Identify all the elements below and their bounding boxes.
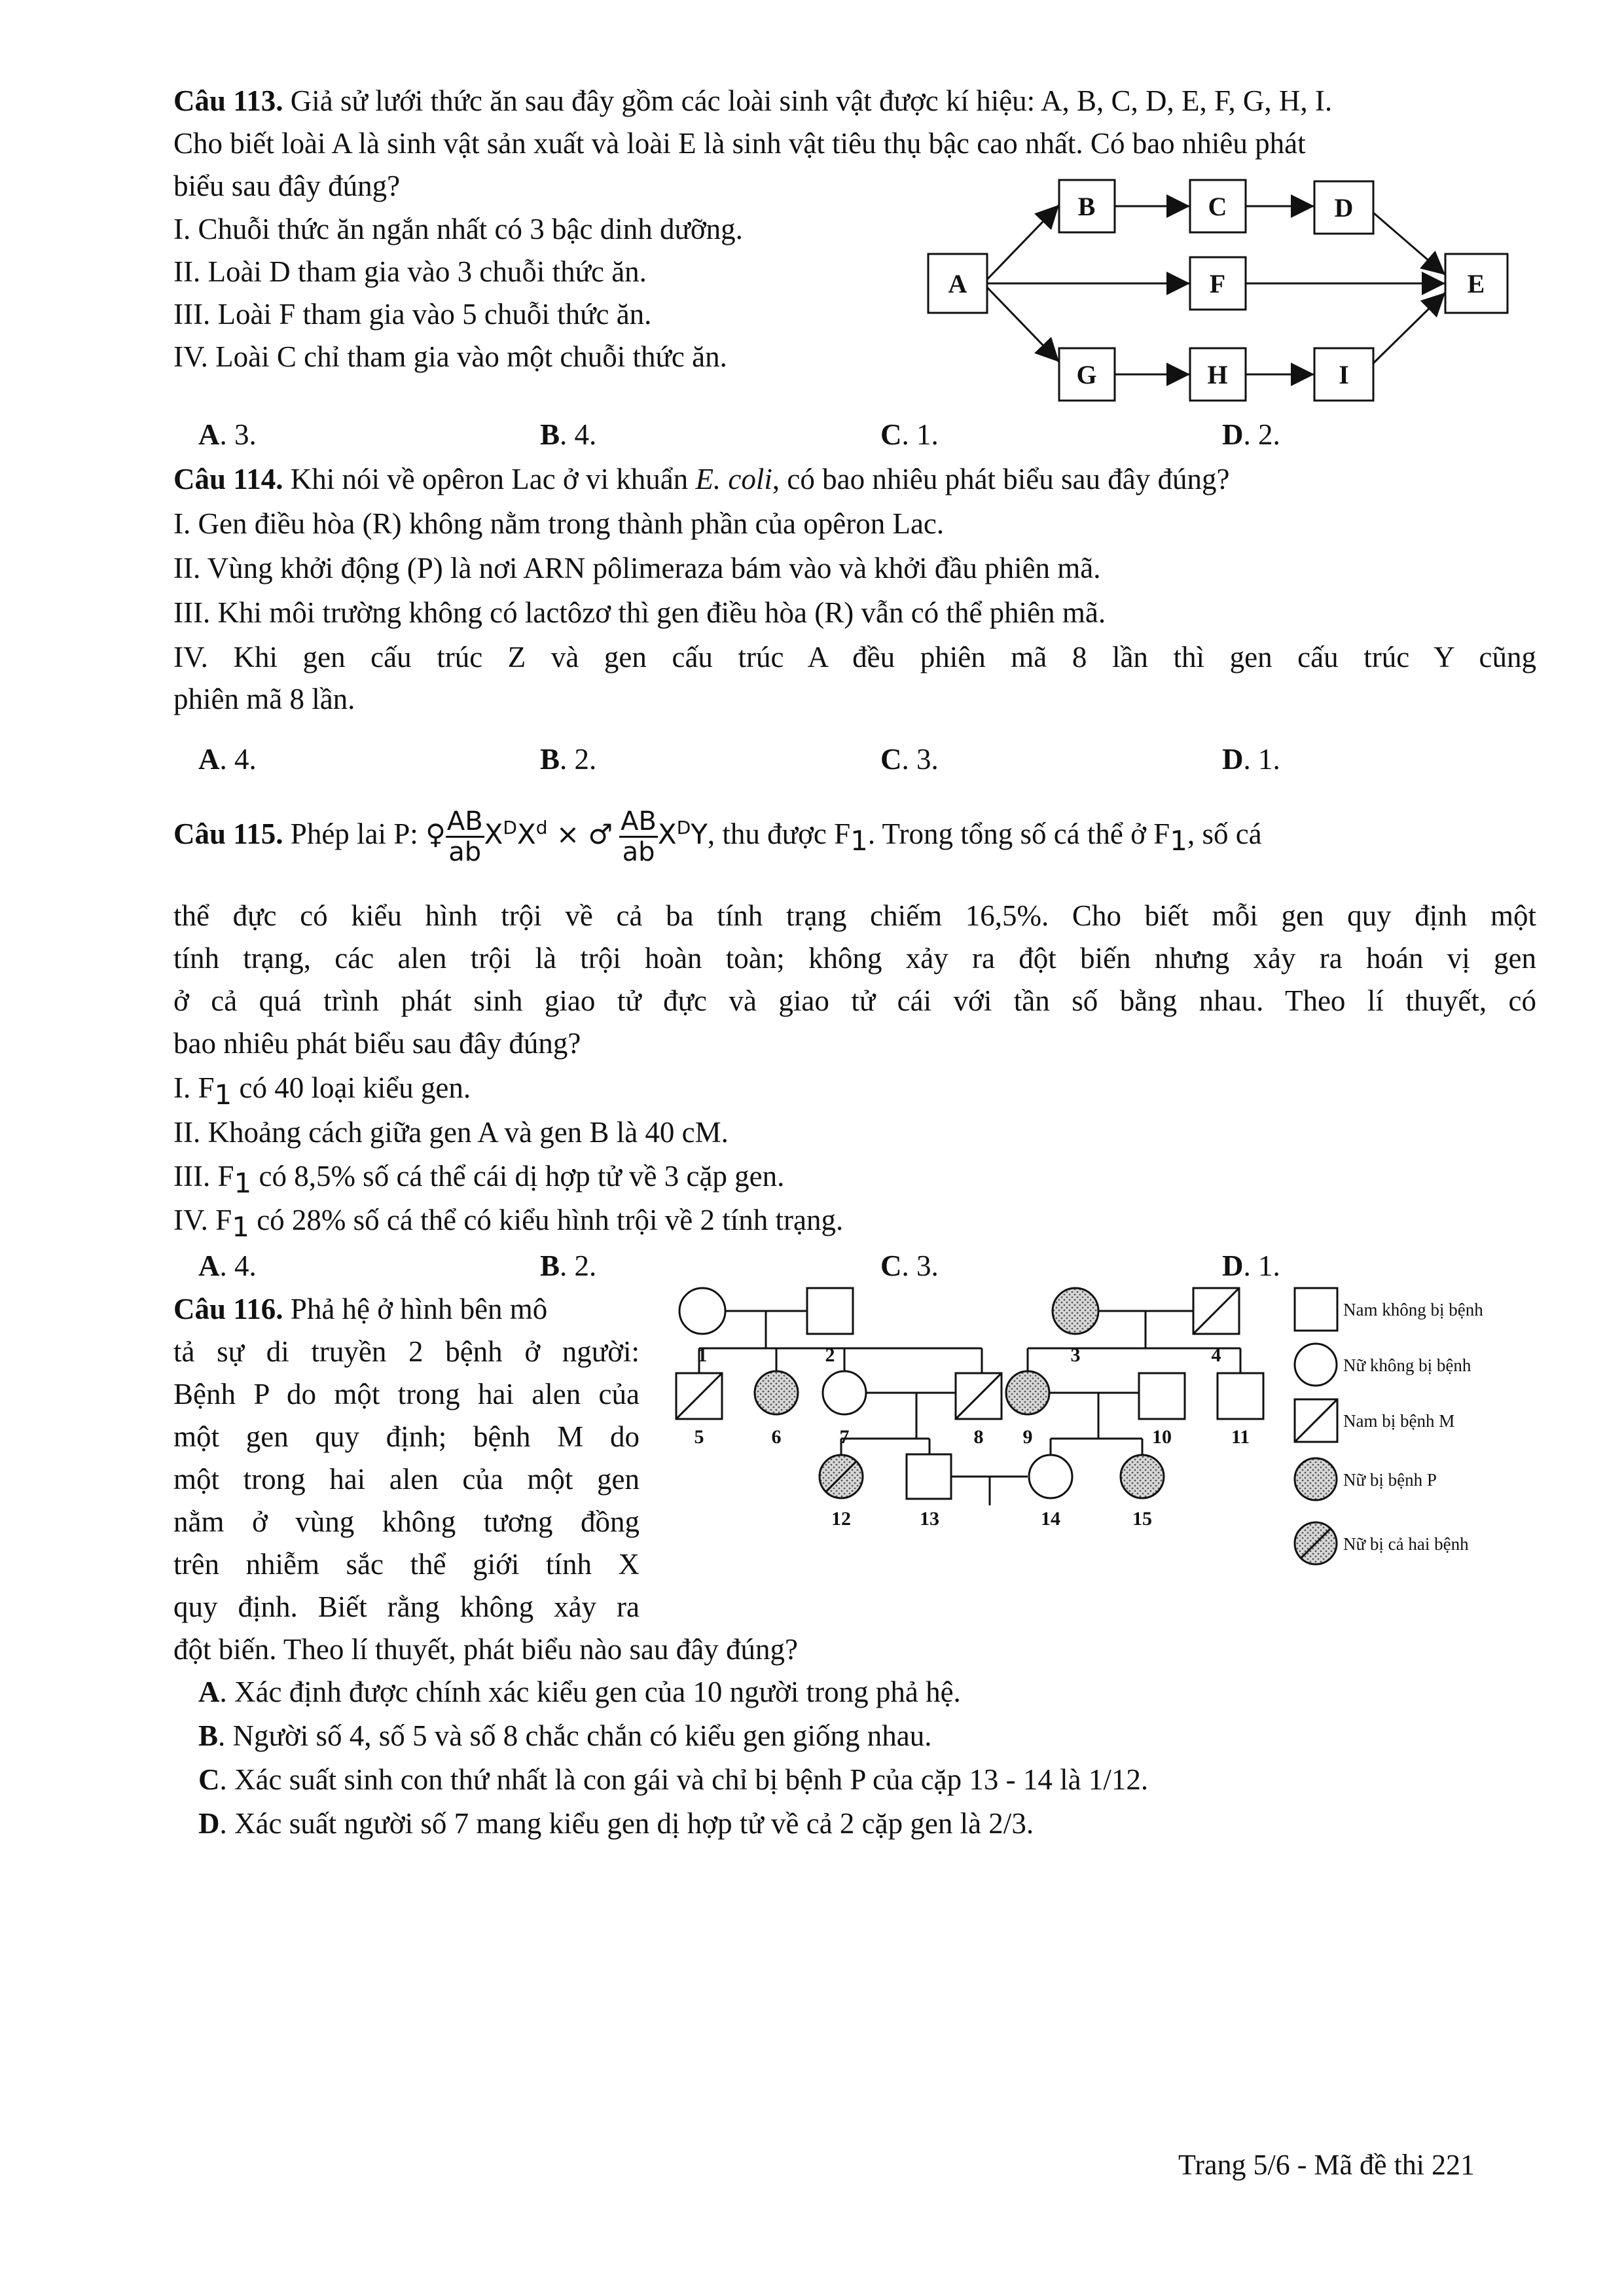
option-letter: C (880, 1249, 902, 1282)
node-d: D (1334, 193, 1354, 223)
option-text: . 3. (901, 1249, 939, 1282)
q115-option-d[interactable] (1222, 1245, 1280, 1287)
q114-option-c[interactable] (880, 738, 939, 781)
sub-1: 1 (234, 1167, 252, 1199)
q113-statement-1: I. Chuỗi thức ăn ngắn nhất có 3 bậc dinh dưỡng. (173, 213, 743, 245)
pedigree-label-8: 8 (973, 1426, 984, 1448)
q113-text-1: Giả sử lưới thức ăn sau đây gồm các loài sinh vật được kí hiệu: A, B, C, D, E, F, G, H, I. (290, 84, 1333, 117)
male-genotype-fraction (619, 807, 658, 867)
q115-line5: bao nhiêu phát biểu sau đây đúng? (173, 1027, 581, 1060)
node-g: G (1076, 360, 1097, 389)
option-letter: B (540, 743, 560, 776)
q115-option-a[interactable] (198, 1245, 257, 1287)
node-b: B (1077, 192, 1096, 221)
option-letter: D (1222, 418, 1244, 451)
pedigree-label-4: 4 (1211, 1344, 1221, 1366)
legend-female-both: Nữ bị cả hai bệnh (1343, 1534, 1469, 1554)
pedigree-individual-15 (1121, 1455, 1164, 1498)
q113-statement-2: II. Loài D tham gia vào 3 chuỗi thức ăn. (173, 255, 647, 288)
legend-male-normal-symbol (1295, 1288, 1337, 1331)
option-text: . 1. (1243, 1249, 1280, 1282)
s-text: có 40 loại kiểu gen. (232, 1071, 471, 1104)
pedigree-chart (655, 1283, 1538, 1610)
q115-after-cross: , thu được F (707, 817, 851, 850)
q116-option-a[interactable] (198, 1671, 961, 1713)
cross-times: × (547, 818, 588, 850)
q113-option-b[interactable] (540, 414, 596, 456)
legend-male-normal: Nam không bị bệnh (1343, 1300, 1483, 1319)
sub-1: 1 (1170, 825, 1187, 857)
q115-number: Câu 115. (173, 817, 283, 850)
q116-line1 (173, 1288, 547, 1331)
node-f: F (1209, 269, 1226, 298)
q114-line1 (173, 458, 1229, 501)
q113-option-d[interactable] (1222, 414, 1280, 456)
option-text: . Người số 4, số 5 và số 8 chắc chắn có kiểu gen giống nhau. (218, 1719, 932, 1752)
pedigree-label-5: 5 (694, 1426, 704, 1448)
q115-statement-3 (173, 1155, 784, 1204)
q115-line1 (173, 785, 1262, 870)
q116-option-b[interactable] (198, 1715, 931, 1757)
q113-line3: biểu sau đây đúng? (173, 170, 401, 202)
q116-line2: tả sự di truyền 2 bệnh ở người: (173, 1335, 640, 1368)
q116-line7: trên nhiễm sắc thể giới tính X (173, 1548, 640, 1581)
pedigree-individual-13 (907, 1454, 951, 1499)
pedigree-individual-14 (1029, 1455, 1072, 1498)
sub-1: 1 (850, 825, 868, 857)
q114-statement-1: I. Gen điều hòa (R) không nằm trong thành phần của opêron Lac. (173, 507, 945, 540)
sub-1: 1 (232, 1211, 249, 1243)
q115-line4: ở cả quá trình phát sinh giao tử đực và giao tử cái với tần số bằng nhau. Theo lí thuyết, có (173, 984, 1536, 1017)
q115-tail: . Trong tổng số cá thể ở F (867, 817, 1170, 850)
x-letter: X (657, 818, 677, 850)
s-text: có 28% số cá thể có kiểu hình trội về 2 tính trạng. (249, 1204, 844, 1236)
q115-statement-2: II. Khoảng cách giữa gen A và gen B là 40 cM. (173, 1116, 729, 1149)
male-symbol: ♂ (588, 818, 613, 850)
pedigree-individual-11 (1218, 1373, 1263, 1419)
q115-line3: tính trạng, các alen trội là trội hoàn toàn; không xảy ra đột biến nhưng xảy ra hoán vị gen (173, 942, 1536, 975)
pedigree-individual-7 (823, 1371, 866, 1414)
option-text: . 2. (560, 1249, 597, 1282)
q116-line6: nằm ở vùng không tương đồng (173, 1505, 640, 1538)
male-x-chrom (658, 818, 708, 850)
q113-statement-3: III. Loài F tham gia vào 5 chuỗi thức ăn. (173, 298, 652, 331)
s-text: III. F (173, 1160, 234, 1193)
s-text: IV. F (173, 1204, 232, 1236)
q115-cross-prefix: Phép lai P: (290, 817, 426, 850)
q114-option-d[interactable] (1222, 738, 1280, 781)
pedigree-individual-3 (1053, 1288, 1098, 1334)
q114-number: Câu 114. (173, 463, 283, 495)
pedigree-label-1: 1 (697, 1344, 708, 1366)
q115-option-b[interactable] (540, 1245, 596, 1287)
female-x-chrom (484, 818, 548, 850)
node-h: H (1207, 360, 1228, 389)
legend-female-normal-symbol (1295, 1344, 1337, 1386)
q114-statement-4b: phiên mã 8 lần. (173, 683, 355, 715)
q116-option-d[interactable] (198, 1803, 1034, 1845)
sub-1: 1 (214, 1079, 232, 1111)
pedigree-label-2: 2 (825, 1344, 835, 1366)
q114-statement-2: II. Vùng khởi động (P) là nơi ARN pôlimeraza bám vào và khởi đầu phiên mã. (173, 552, 1101, 584)
q116-line4: một gen quy định; bệnh M do (173, 1420, 640, 1453)
pedigree-individual-2 (807, 1288, 853, 1334)
pedigree-label-15: 15 (1132, 1508, 1152, 1530)
option-letter: A (198, 1676, 220, 1708)
q113-line2: Cho biết loài A là sinh vật sản xuất và loài E là sinh vật tiêu thụ bậc cao nhất. Có bao nhiêu phát (173, 127, 1306, 160)
pedigree-label-6: 6 (771, 1426, 782, 1448)
legend-female-p-symbol (1295, 1458, 1337, 1500)
legend-female-normal: Nữ không bị bệnh (1343, 1355, 1471, 1375)
option-letter: C (880, 743, 902, 776)
female-symbol: ♀ (425, 818, 446, 850)
q113-option-c[interactable] (880, 414, 939, 456)
pedigree-individual-1 (679, 1288, 725, 1334)
node-e: E (1467, 269, 1485, 298)
s-text: có 8,5% số cá thể cái dị hợp tử về 3 cặp gen. (251, 1160, 785, 1193)
q114-statement-4a: IV. Khi gen cấu trúc Z và gen cấu trúc A đều phiên mã 8 lần thì gen cấu trúc Y cũng (173, 641, 1536, 673)
option-letter: D (1222, 743, 1244, 776)
q114-option-a[interactable] (198, 738, 257, 781)
pedigree-label-12: 12 (831, 1508, 851, 1530)
y-letter: Y (691, 818, 708, 850)
frac-num: AB (621, 806, 657, 837)
q115-statement-4 (173, 1199, 843, 1248)
q116-line9: đột biến. Theo lí thuyết, phát biểu nào sau đây đúng? (173, 1633, 798, 1666)
option-text: . 1. (901, 418, 939, 451)
option-letter: C (198, 1763, 220, 1796)
x-letter: X (484, 818, 503, 850)
q113-option-a[interactable] (198, 414, 257, 456)
pedigree-label-7: 7 (839, 1426, 850, 1448)
pedigree-label-14: 14 (1041, 1508, 1060, 1530)
food-web-diagram (910, 167, 1532, 422)
option-text: . 2. (1243, 418, 1280, 451)
node-c: C (1208, 192, 1227, 221)
option-letter: B (540, 1249, 560, 1282)
q114-statement-3: III. Khi môi trường không có lactôzơ thì gen điều hòa (R) vẫn có thể phiên mã. (173, 596, 1106, 629)
option-text: . Xác suất người số 7 mang kiểu gen dị hợp tử về cả 2 cặp gen là 2/3. (219, 1807, 1034, 1840)
option-letter: B (198, 1719, 219, 1752)
q113-line1 (173, 80, 1332, 122)
option-letter: C (880, 418, 902, 451)
q114-text-c: , có bao nhiêu phát biểu sau đây đúng? (772, 463, 1230, 495)
pedigree-individual-9 (1006, 1371, 1049, 1414)
frac-num: AB (446, 806, 483, 837)
allele-d-low: d (535, 817, 548, 838)
pedigree-label-11: 11 (1231, 1426, 1250, 1448)
option-text: . 2. (560, 743, 597, 776)
legend-male-m: Nam bị bệnh M (1343, 1411, 1455, 1431)
node-i: I (1339, 360, 1349, 389)
q114-text-a: Khi nói về opêron Lac ở vi khuẩn (290, 463, 696, 495)
q114-option-b[interactable] (540, 738, 596, 781)
pedigree-label-13: 13 (920, 1508, 939, 1530)
option-letter: B (540, 418, 560, 451)
pedigree-individual-10 (1139, 1373, 1185, 1419)
q116-option-c[interactable] (198, 1759, 1148, 1801)
option-text: . 4. (219, 743, 257, 776)
option-letter: A (198, 418, 220, 451)
q115-line2: thể đực có kiểu hình trội về cả ba tính trạng chiếm 16,5%. Cho biết mỗi gen quy định một (173, 899, 1536, 932)
q116-text-1: Phả hệ ở hình bên mô (290, 1293, 548, 1325)
q115-tail2: , số cá (1187, 817, 1262, 850)
option-text: . 4. (560, 418, 597, 451)
q116-line5: một trong hai alen của một gen (173, 1463, 640, 1496)
q113-statement-4: IV. Loài C chỉ tham gia vào một chuỗi thức ăn. (173, 340, 727, 373)
allele-d-up: D (503, 817, 517, 838)
q116-number: Câu 116. (173, 1293, 283, 1325)
pedigree-individual-6 (755, 1371, 798, 1414)
option-letter: D (1222, 1249, 1244, 1282)
option-letter: A (198, 743, 220, 776)
option-letter: A (198, 1249, 220, 1282)
pedigree-label-9: 9 (1022, 1426, 1033, 1448)
q113-number: Câu 113. (173, 84, 283, 117)
option-letter: D (198, 1807, 220, 1840)
female-genotype-fraction (446, 807, 484, 867)
q115-option-c[interactable] (880, 1245, 939, 1287)
frac-den: ab (622, 837, 655, 868)
q116-line8: quy định. Biết rằng không xảy ra (173, 1590, 640, 1623)
option-text: . 4. (219, 1249, 257, 1282)
pedigree-label-10: 10 (1152, 1426, 1172, 1448)
s-text: I. F (173, 1071, 215, 1104)
option-text: . 3. (219, 418, 257, 451)
pedigree-label-3: 3 (1070, 1344, 1081, 1366)
node-a: A (948, 269, 967, 298)
q114-species: E. coli (695, 463, 772, 495)
option-text: . 1. (1243, 743, 1280, 776)
x-letter: X (516, 818, 536, 850)
option-text: . 3. (901, 743, 939, 776)
option-text: . Xác định được chính xác kiểu gen của 10 người trong phả hệ. (219, 1676, 961, 1708)
q116-line3: Bệnh P do một trong hai alen của (173, 1378, 640, 1410)
page-footer: Trang 5/6 - Mã đề thi 221 (1178, 2149, 1475, 2181)
legend-female-p: Nữ bị bệnh P (1343, 1470, 1437, 1490)
allele-d-up: D (676, 817, 691, 838)
option-text: . Xác suất sinh con thứ nhất là con gái và chỉ bị bệnh P của cặp 13 - 14 là 1/12. (219, 1763, 1149, 1796)
q115-statement-1 (173, 1067, 471, 1116)
frac-den: ab (448, 837, 482, 868)
